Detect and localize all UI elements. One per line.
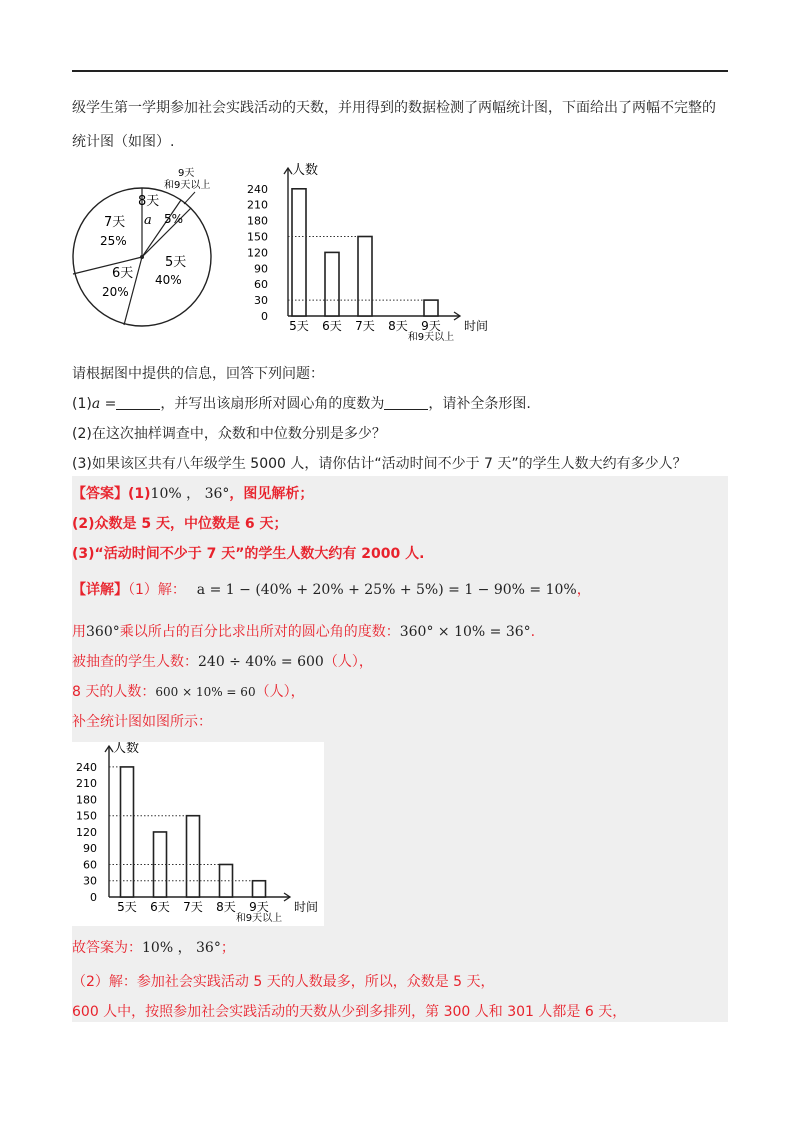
bar (121, 767, 134, 897)
q1-text-end: ，请补全条形图. (428, 396, 531, 412)
part-2-line-1: （2）解：参加社会实践活动 5 天的人数最多，所以，众数是 5 天， (72, 974, 495, 990)
bar-chart-1 (238, 160, 508, 350)
x-axis-label: 时间 (294, 900, 319, 914)
q1-blank-a (116, 395, 160, 410)
final-answer-line: 故答案为：10% ， 36°； (72, 940, 235, 956)
bar (358, 237, 372, 317)
answer-1: 【答案】(1)10% ， 36°，图见解析； (72, 486, 314, 502)
y-tick-label: 180 (76, 793, 97, 807)
x-axis-label: 时间 (464, 319, 489, 333)
part-2-line-2: 600 人中，按照参加社会实践活动的天数从少到多排列，第 300 人和 301 人都是 6 天， (72, 1004, 627, 1020)
y-tick-label: 240 (247, 182, 268, 196)
y-tick-label: 150 (247, 230, 268, 244)
pie-label-9-line2: 和9天以上 (164, 180, 211, 191)
detail-line-2-math: 360° × 10% = 36° (399, 624, 531, 640)
pie-value-5: 40% (155, 273, 182, 287)
x-tick-label: 6天 (322, 319, 342, 333)
bar-chart-2 (72, 742, 324, 926)
y-axis-label: 人数 (113, 742, 140, 756)
x-tick-label: 9天 (249, 900, 269, 914)
y-tick-label: 210 (247, 198, 268, 212)
y-tick-label: 30 (254, 294, 268, 308)
pie-chart (60, 162, 250, 332)
pie-label-8: 8天 (138, 194, 160, 209)
answer-3: (3)“活动时间不少于 7 天”的学生人数大约有 2000 人. (72, 546, 425, 562)
y-tick-label: 30 (83, 874, 97, 888)
bar (292, 189, 306, 316)
pie-value-8: a (144, 213, 152, 228)
detail-step-1-math: a = 1 − (40% + 20% + 25% + 5%) = 1 − 90% = 10% (196, 582, 577, 598)
y-tick-label: 150 (76, 809, 97, 823)
detail-line-3: 被抽查的学生人数：240 ÷ 40% = 600（人）， (72, 654, 373, 670)
x-tick-label: 5天 (289, 319, 309, 333)
y-tick-label: 60 (254, 278, 268, 292)
detail-line-4: 8 天的人数：600 × 10% = 60（人）， (72, 684, 305, 700)
pie-value-6: 20% (102, 285, 129, 299)
pie-value-9: 5% (164, 212, 184, 226)
question-1 (72, 394, 531, 414)
y-tick-label: 0 (261, 310, 268, 323)
x-tick-label: 6天 (150, 900, 170, 914)
y-tick-label: 90 (83, 842, 97, 856)
y-tick-label: 90 (254, 262, 268, 276)
detail-step-1: 【详解】（1）解： a = 1 − (40% + 20% + 25% + 5%) = 1 − 90% = 10%， (72, 582, 591, 598)
y-tick-label: 240 (76, 760, 97, 774)
x-tick-label: 8天 (388, 319, 408, 333)
y-axis-label: 人数 (292, 163, 319, 178)
x-tick-label-line2: 和9天以上 (235, 913, 283, 924)
detail-line-2: 用360°乘以所占的百分比求出所对的圆心角的度数：360° × 10% = 36°. (72, 624, 536, 640)
x-tick-label: 5天 (117, 900, 137, 914)
bar (253, 881, 266, 897)
q1-text: ，并写出该扇形所对圆心角的度数为 (160, 396, 385, 412)
y-tick-label: 210 (76, 777, 97, 791)
q1-var: a = (91, 396, 117, 412)
intro-line-1: 级学生第一学期参加社会实践活动的天数，并用得到的数据检测了两幅统计图，下面给出了两幅不完整的 (72, 100, 716, 116)
q1-blank-b (384, 395, 428, 410)
pie-leader-line (184, 192, 195, 204)
q1-number: (1) (72, 396, 92, 412)
x-tick-label: 7天 (183, 900, 203, 914)
x-tick-label: 9天 (421, 319, 441, 333)
y-tick-label: 120 (247, 246, 268, 260)
question-2: (2)在这次抽样调查中，众数和中位数分别是多少？ (72, 426, 386, 442)
x-tick-label: 7天 (355, 319, 375, 333)
bar (325, 252, 339, 316)
x-tick-label-line2: 和9天以上 (407, 332, 455, 343)
pie-label-6: 6天 (112, 266, 134, 281)
pie-value-7: 25% (100, 234, 127, 248)
y-tick-label: 0 (90, 891, 97, 904)
pie-label-7: 7天 (104, 215, 126, 230)
pie-label-5: 5天 (165, 255, 187, 270)
question-prompt: 请根据图中提供的信息，回答下列问题： (72, 366, 324, 382)
detail-head: 【详解】 (72, 582, 128, 598)
y-tick-label: 60 (83, 858, 97, 872)
y-tick-label: 180 (247, 214, 268, 228)
answer-1-math: 10% ， 36° (150, 486, 230, 502)
bar (187, 816, 200, 897)
answer-head: 【答案】 (72, 486, 128, 502)
question-3: (3)如果该区共有八年级学生 5000 人，请你估计“活动时间不少于 7 天”的学生人数大约有多少人？ (72, 456, 687, 472)
intro-line-2: 统计图（如图）. (72, 134, 175, 150)
pie-center (140, 255, 144, 259)
x-tick-label: 8天 (216, 900, 236, 914)
header-rule (72, 70, 728, 72)
y-tick-label: 120 (76, 825, 97, 839)
detail-line-5: 补全统计图如图所示： (72, 714, 212, 730)
pie-label-9-line1: 9天 (178, 168, 195, 179)
answer-2: (2)众数是 5 天，中位数是 6 天； (72, 516, 288, 532)
bar (424, 300, 438, 316)
